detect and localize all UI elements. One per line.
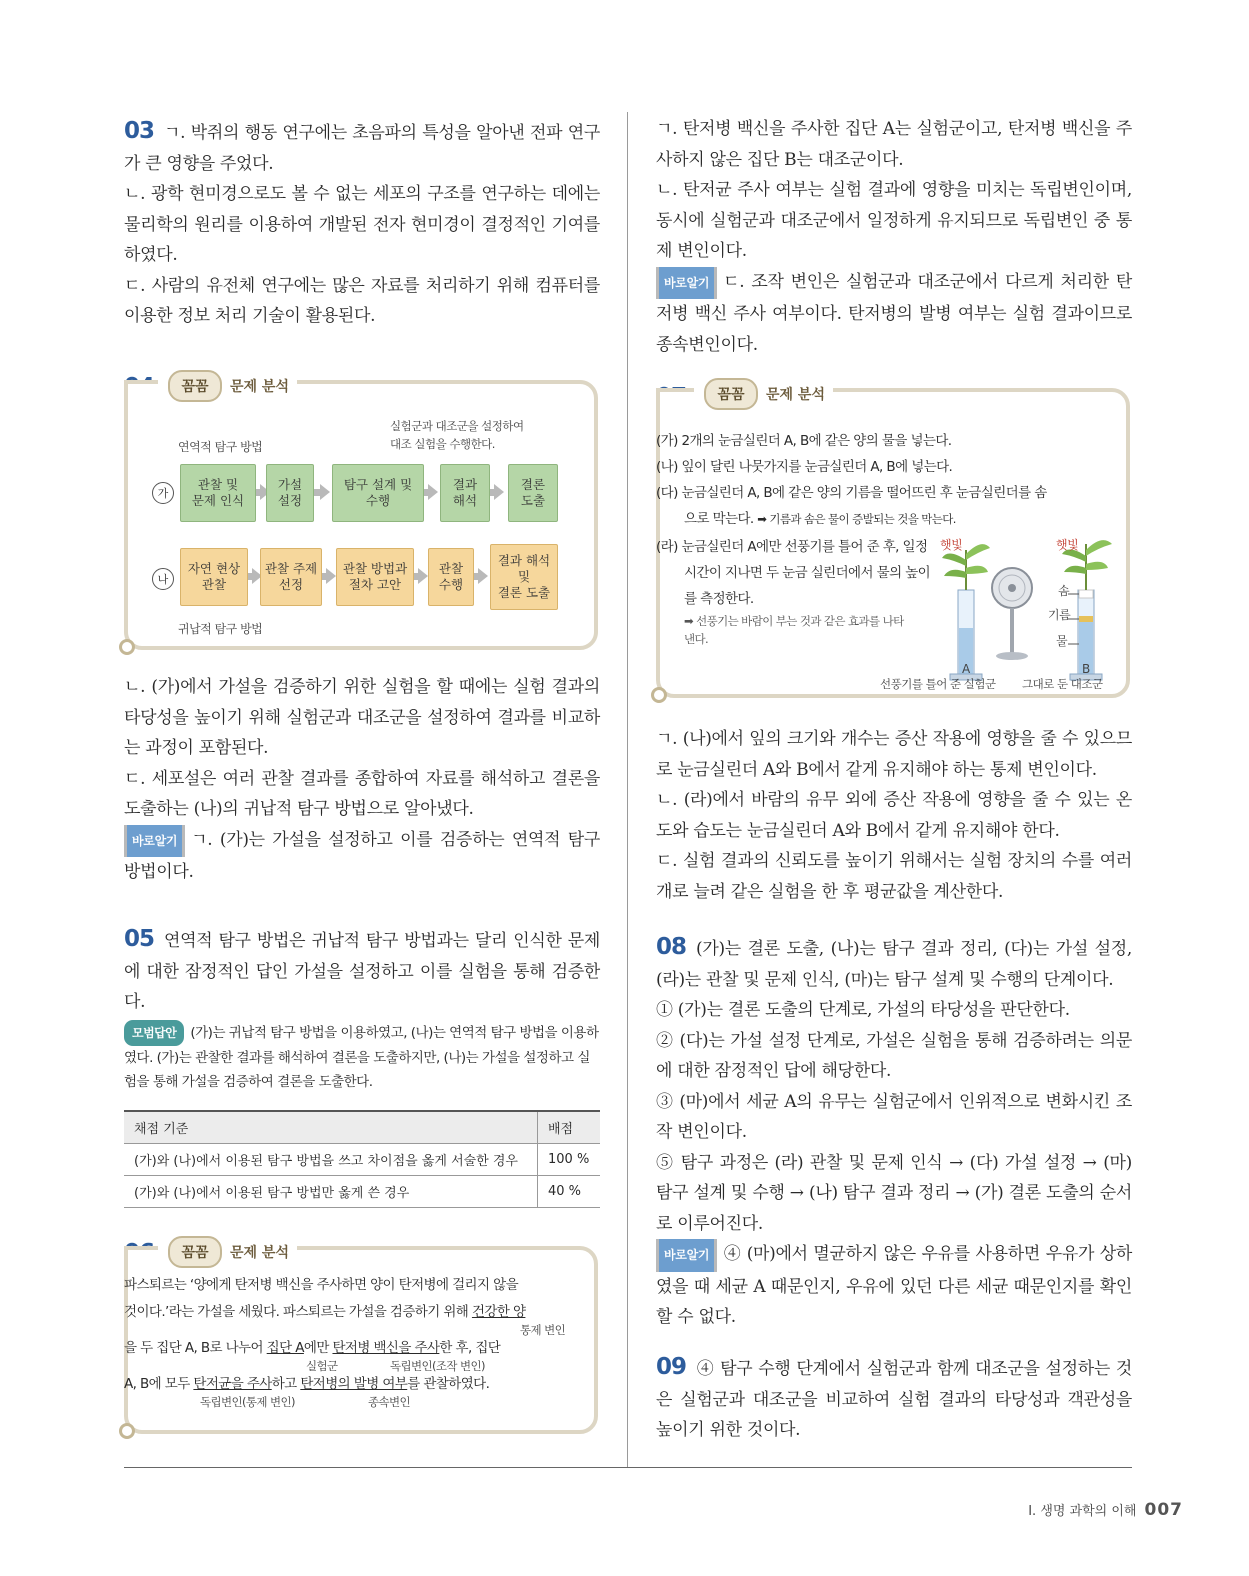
table-header: 배점 <box>538 1111 601 1144</box>
cylinder-a <box>942 544 990 680</box>
correct-badge: 바로알기 <box>656 1239 717 1272</box>
transpiration-apparatus <box>928 530 1124 690</box>
q04-analysis-header <box>158 370 297 402</box>
note-control: 통제 변인 <box>520 1323 566 1337</box>
r06-para-3: 바로알기 ㄷ. 조작 변인은 실험군과 대조군에서 다르게 처리한 탄저병 백신 주사 여부이다. 탄저병의 발병 여부는 실험 결과이므로 종속변인이다. <box>656 267 1132 361</box>
table-row <box>124 1175 600 1207</box>
q06-line-4: A, B에 모두 탄저균을 주사하고 탄저병의 발병 여부를 관찰하였다. 독립변인(통제 변인) 종속변인 <box>124 1376 490 1409</box>
label-a: A <box>962 662 970 676</box>
q04-para-2: ㄷ. 세포설은 여러 관찰 결과를 종합하여 자료를 해석하고 결론을 도출하는 (나)의 귀납적 탐구 방법으로 알아냈다. <box>124 768 600 819</box>
q07-para-2: ㄴ. (라)에서 바람의 유무 외에 증산 작용에 영향을 줄 수 있는 온도와 습도는 눈금실린더 A와 B에서 같게 유지해야 한다. <box>656 790 1132 841</box>
na-step-5: 결과 해석 및 결론 도출 <box>490 544 558 610</box>
q05-number: 05 <box>124 926 155 952</box>
q07-analysis-header <box>694 378 833 410</box>
underlined-term: 탄저병의 발병 여부 <box>300 1376 408 1392</box>
bottom-rule <box>124 1467 1132 1468</box>
q08-para-6: 바로알기 ④ (마)에서 멸균하지 않은 우유를 사용하면 우유가 상하였을 때 세균 A 때문인지, 우유에 있던 다른 세균 때문인지를 확인할 수 없다. <box>656 1239 1132 1333</box>
model-answer-badge: 모범답안 <box>124 1020 184 1046</box>
underlined-term: 집단 A <box>266 1340 304 1356</box>
na-step-3: 관찰 방법과 절차 고안 <box>336 548 414 606</box>
q08-para-2: ① (가)는 결론 도출의 단계로, 가설의 타당성을 판단한다. <box>656 1000 1070 1020</box>
q03-number: 03 <box>124 118 155 144</box>
q09-number: 09 <box>656 1354 687 1380</box>
underlined-term: 탄저병 백신을 주사 <box>332 1340 440 1356</box>
q07-para-3: ㄷ. 실험 결과의 신뢰도를 높이기 위해서는 실험 장치의 수를 여러 개로 늘려 같은 실험을 한 후 평균값을 계산한다. <box>656 851 1132 902</box>
caption-control: 그대로 둔 대조군 <box>1022 677 1103 691</box>
arrow-icon <box>320 484 330 500</box>
page-footer <box>1028 1500 1183 1520</box>
ga-step-2: 가설 설정 <box>266 464 314 522</box>
ga-step-1: 관찰 및 문제 인식 <box>180 464 256 522</box>
note-dependent: 종속변인 <box>368 1395 411 1409</box>
q04-answer <box>124 672 600 888</box>
note-independent: 독립변인(조작 변인) <box>390 1359 485 1373</box>
ga-step-3: 탐구 설계 및 수행 <box>332 464 424 522</box>
q06-line-3: 을 두 집단 A, B로 나누어 집단 A에만 탄저병 백신을 주사한 후, 집단 실험군 독립변인(조작 변인) <box>124 1340 501 1373</box>
caption-experimental: 선풍기를 틀어 준 실험군 <box>880 677 996 691</box>
analysis-title: 문제 분석 <box>230 1245 289 1261</box>
corner-dot <box>119 639 135 655</box>
table-cell: (가)와 (나)에서 이용된 탐구 방법을 쓰고 차이점을 옳게 서술한 경우 <box>124 1143 538 1175</box>
q08-number: 08 <box>656 934 687 960</box>
r06-para-2: ㄴ. 탄저균 주사 여부는 실험 결과에 영향을 미치는 독립변인이며, 동시에 실험군과 대조군에서 일정하게 유지되므로 독립변인 중 통제 변인이다. <box>656 180 1132 261</box>
note-experimental: 실험군 <box>306 1359 338 1373</box>
label-cotton: 솜 <box>1058 584 1070 598</box>
q04-para-3: 바로알기 ㄱ. (가)는 가설을 설정하고 이를 검증하는 연역적 탐구 방법이다. <box>124 825 600 888</box>
table-header-row <box>124 1111 600 1144</box>
q07-step-4: (라) 눈금실린더 A에만 선풍기를 틀어 준 후, 일정 시간이 지나면 두 눈금 실린더에서 물의 높이를 측정한다. <box>656 539 931 607</box>
q06-analysis-box <box>124 1246 598 1434</box>
table-cell: 40 % <box>538 1175 601 1207</box>
arrow-icon <box>494 484 504 500</box>
q05-para-1: 05 연역적 탐구 방법은 귀납적 탐구 방법과는 달리 인식한 문제에 대한 잠정적인 답인 가설을 설정하고 이를 실험을 통해 검증한다. <box>124 926 600 1012</box>
underlined-term: 탄저균을 주사 <box>193 1376 272 1392</box>
q09-para-1: 09 ④ 탐구 수행 단계에서 실험군과 함께 대조군을 설정하는 것은 실험군과 대조군을 비교하여 실험 결과의 타당성과 객관성을 높이기 위한 것이다. <box>656 1354 1132 1440</box>
r06-para-1: ㄱ. 탄저병 백신을 주사한 집단 A는 실험군이고, 탄저병 백신을 주사하지 않은 집단 B는 대조군이다. <box>656 119 1132 170</box>
q07-analysis-box <box>656 388 1130 698</box>
footer-section: Ⅰ. 생명 과학의 이해 <box>1028 1504 1137 1519</box>
q08-para-5: ⑤ 탐구 과정은 (라) 관찰 및 문제 인식 → (다) 가설 설정 → (마) 탐구 설계 및 수행 → (나) 탐구 결과 정리 → (가) 결론 도출의 순서로 이루어진다. <box>656 1152 1132 1234</box>
ga-step-5: 결론 도출 <box>508 464 558 522</box>
q07-step-3: (다) 눈금실린더 A, B에 같은 양의 기름을 떨어뜨린 후 눈금실린더를 솜 <box>656 485 1047 501</box>
label-water: 물 <box>1056 634 1068 648</box>
underlined-term: 건강한 양 <box>471 1304 526 1320</box>
label-oil: 기름 <box>1048 608 1071 622</box>
fan-icon <box>992 568 1032 660</box>
arrow-icon <box>428 484 438 500</box>
note-independent-control: 독립변인(통제 변인) <box>200 1395 295 1409</box>
q07-step-2: (나) 잎이 달린 나뭇가지를 눈금실린더 A, B에 넣는다. <box>656 459 953 475</box>
answer-05 <box>124 924 600 1208</box>
na-step-4: 관찰 수행 <box>428 548 474 606</box>
analysis-title: 문제 분석 <box>766 387 825 403</box>
sunlight-label-a: 햇빛 <box>940 538 963 552</box>
answer-08 <box>656 932 1132 1333</box>
q04-para-1: ㄴ. (가)에서 가설을 검증하기 위한 실험을 할 때에는 실험 결과의 타당성을 높이기 위해 실험군과 대조군을 설정하여 결과를 비교하는 과정이 포함된다. <box>124 677 600 758</box>
q07-step-3b: 으로 막는다. ➡ 기름과 솜은 물이 증발되는 것을 막는다. <box>684 511 956 527</box>
table-cell: 100 % <box>538 1143 601 1175</box>
table-row <box>124 1143 600 1175</box>
scoring-table <box>124 1110 600 1208</box>
label-inductive: 귀납적 탐구 방법 <box>178 622 263 636</box>
kkomkkom-badge: 꼼꼼 <box>168 1236 222 1268</box>
correct-badge: 바로알기 <box>656 267 717 300</box>
q06-line-2: 것이다.’라는 가설을 세웠다. 파스퇴르는 가설을 검증하기 위해 건강한 양 통제 변인 <box>124 1304 566 1337</box>
arrow-icon <box>478 568 488 584</box>
table-cell: (가)와 (나)에서 이용된 탐구 방법만 옳게 쓴 경우 <box>124 1175 538 1207</box>
ga-marker: 가 <box>152 482 174 504</box>
correct-badge: 바로알기 <box>124 825 185 858</box>
answer-09 <box>656 1352 1132 1446</box>
ga-step-4: 결과 해석 <box>440 464 490 522</box>
kkomkkom-badge: 꼼꼼 <box>704 378 758 410</box>
column-divider <box>627 112 628 1468</box>
q03-para-1: 03 ㄱ. 박쥐의 행동 연구에는 초음파의 특성을 알아낸 전파 연구가 큰 영향을 주었다. <box>124 118 600 174</box>
q06-passage <box>124 1276 584 1411</box>
q06-analysis-header <box>158 1236 297 1268</box>
na-step-1: 자연 현상 관찰 <box>180 548 248 606</box>
na-step-2: 관찰 주제 선정 <box>260 548 322 606</box>
na-marker: 나 <box>152 568 174 590</box>
note-top-1: 실험군과 대조군을 설정하여 <box>390 419 524 433</box>
kkomkkom-badge: 꼼꼼 <box>168 370 222 402</box>
q06-answer <box>656 114 1132 360</box>
sunlight-label-b: 햇빛 <box>1056 538 1079 552</box>
page-number: 007 <box>1144 1500 1183 1520</box>
q06-line-1: 파스퇴르는 ‘양에게 탄저병 백신을 주사하면 양이 탄저병에 걸리지 않을 <box>124 1277 519 1293</box>
corner-dot <box>119 1423 135 1439</box>
q08-para-1: 08 (가)는 결론 도출, (나)는 탐구 결과 정리, (다)는 가설 설정, (라)는 관찰 및 문제 인식, (마)는 탐구 설계 및 수행의 단계이다. <box>656 934 1132 990</box>
answer-03 <box>124 116 600 332</box>
q07-step-1: (가) 2개의 눈금실린더 A, B에 같은 양의 물을 넣는다. <box>656 433 952 449</box>
corner-dot <box>651 687 667 703</box>
label-b: B <box>1082 662 1090 676</box>
arrow-icon <box>418 568 428 584</box>
q05-model-answer: 모범답안 (가)는 귀납적 탐구 방법을 이용하였고, (나)는 연역적 탐구 방법을 이용하였다. (가)는 관찰한 결과를 해석하여 결론을 도출하지만, (나)는 가설을 설정하고 실험을 통해 가설을 검증하여 결론을 도출한다. <box>124 1020 600 1094</box>
q03-para-3: ㄷ. 사람의 유전체 연구에는 많은 자료를 처리하기 위해 컴퓨터를 이용한 정보 처리 기술이 활용된다. <box>124 275 600 326</box>
table-header: 채점 기준 <box>124 1111 538 1144</box>
label-deductive: 연역적 탐구 방법 <box>178 440 263 454</box>
q07-answer <box>656 724 1132 907</box>
analysis-title: 문제 분석 <box>230 379 289 395</box>
q07-step-4-note: ➡ 선풍기는 바람이 부는 것과 같은 효과를 나타낸다. <box>684 614 904 646</box>
q08-para-3: ② (다)는 가설 설정 단계로, 가설은 실험을 통해 검증하려는 의문에 대한 잠정적인 답에 해당한다. <box>656 1030 1132 1081</box>
note-top-2: 대조 실험을 수행한다. <box>390 437 495 451</box>
q03-para-2: ㄴ. 광학 현미경으로도 볼 수 없는 세포의 구조를 연구하는 데에는 물리학의 원리를 이용하여 개발된 전자 현미경이 결정적인 기여를 하였다. <box>124 184 600 265</box>
arrow-icon <box>326 568 336 584</box>
q08-para-4: ③ (마)에서 세균 A의 유무는 실험군에서 인위적으로 변화시킨 조작 변인이다. <box>656 1091 1132 1142</box>
q04-analysis-box <box>124 380 598 650</box>
q07-para-1: ㄱ. (나)에서 잎의 크기와 개수는 증산 작용에 영향을 줄 수 있으므로 눈금실린더 A와 B에서 같게 유지해야 하는 통제 변인이다. <box>656 729 1132 780</box>
